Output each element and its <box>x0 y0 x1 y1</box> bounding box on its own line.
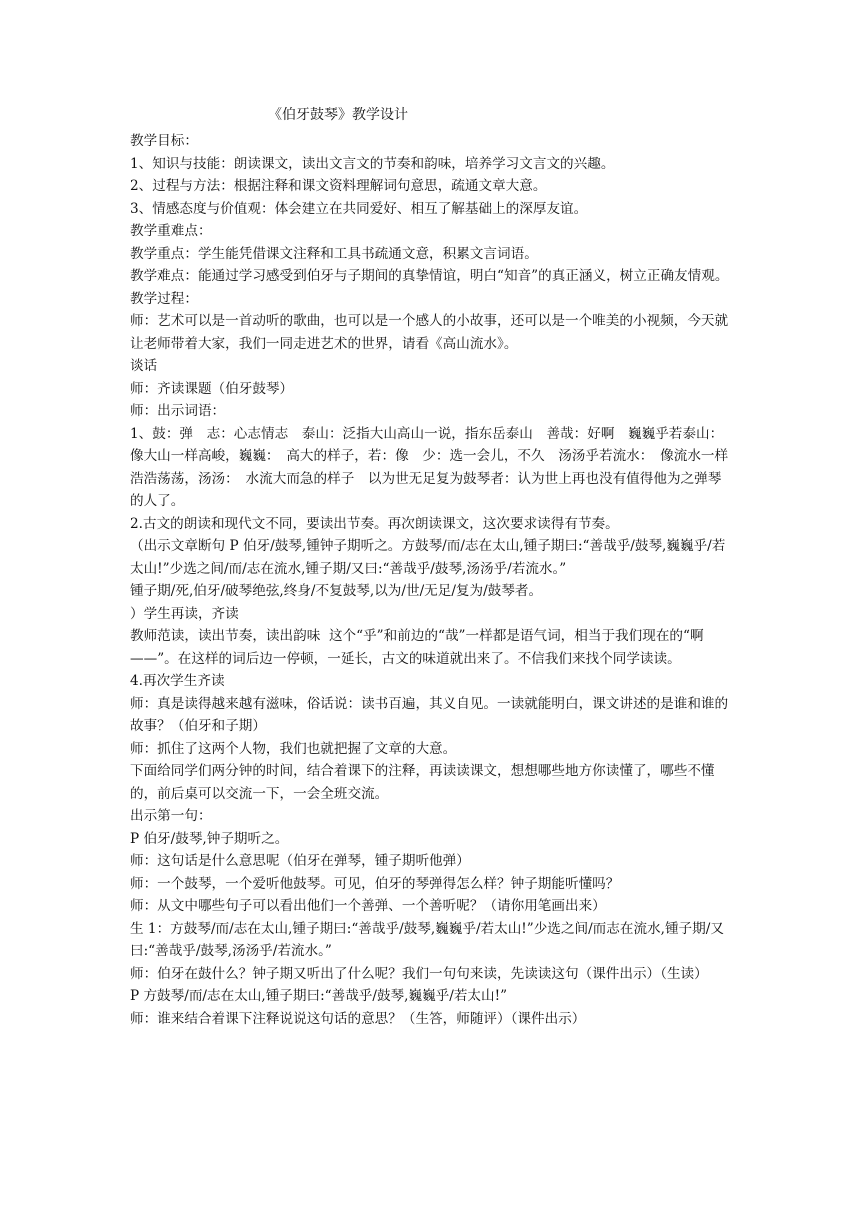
document-title: 《伯牙鼓琴》教学设计 <box>268 107 408 123</box>
paragraph: 2.古文的朗读和现代文不同，要读出节奏。再次朗读课文，这次要求读得有节奏。 <box>130 515 619 532</box>
paragraph: 谈话 <box>130 358 158 374</box>
document-body <box>130 104 730 1030</box>
paragraph: 下面给同学们两分钟的时间，结合着课下的注释，再读读课文，想想哪些地方你读懂了，哪些不懂的，前后桌可以交流一下，一会全班交流。 <box>130 763 715 802</box>
paragraph: 师：真是读得越来越有滋味，俗话说：读书百遍，其义自见。一读就能明白，课文讲述的是谁和谁的故事？（伯牙和子期） <box>130 695 729 734</box>
paragraph: P 伯牙/鼓琴,钟子期听之。 <box>130 830 289 847</box>
paragraph: 3、情感态度与价值观：体会建立在共同爱好、相互了解基础上的深厚友谊。 <box>130 200 588 217</box>
paragraph: 教学重难点： <box>130 223 212 239</box>
paragraph: 出示第一句： <box>130 808 212 824</box>
paragraph: 生 1：方鼓琴/而/志在太山,锺子期曰:“善哉乎/鼓琴,巍巍乎/若太山!”少选之间/而志在流水,锺子期/又曰:“善哉乎/鼓琴,汤汤乎/若流水。” <box>130 920 724 959</box>
paragraph: 师：一个鼓琴，一个爱听他鼓琴。可见，伯牙的琴弹得怎么样？钟子期能听懂吗？ <box>130 875 620 892</box>
paragraph: P 方鼓琴/而/志在太山,锺子期曰:“善哉乎/鼓琴,巍巍乎/若太山!” <box>130 988 508 1004</box>
paragraph: 教学目标： <box>130 133 198 149</box>
paragraph: 师：伯牙在鼓什么？钟子期又听出了什么呢？我们一句句来读，先读读这句（课件出示）（生读） <box>130 965 708 982</box>
paragraph: 师：从文中哪些句子可以看出他们一个善弹、一个善听呢？（请你用笔画出来） <box>130 898 606 914</box>
paragraph: 师：齐读课题（伯牙鼓琴） <box>130 380 294 397</box>
paragraph: 4.再次学生齐读 <box>130 673 225 689</box>
paragraph: 教学过程： <box>130 290 198 307</box>
paragraph: 2、过程与方法：根据注释和课文资料理解词句意思，疏通文章大意。 <box>130 178 547 194</box>
paragraph: 师：出示词语： <box>130 403 226 419</box>
paragraph: 1、鼓：弹 志：心志情志 泰山：泛指大山高山一说，指东岳泰山 善哉：好啊 巍巍乎若泰山：像大山一样高峻，巍巍： 高大的样子，若：像 少：选一会儿，不久 汤汤乎若流水： 像流水一样浩浩荡荡，汤汤： 水流大而急的样子 以为世无足复为鼓琴者：认为世上再也没有值得他为之弹琴的人了。 <box>130 425 729 509</box>
paragraph: 教学重点：学生能凭借课文注释和工具书疏通文意，积累文言词语。 <box>130 245 538 262</box>
paragraph: 师：谁来结合着课下注释说说这句话的意思？（生答，师随评）（课件出示） <box>130 1010 586 1027</box>
paragraph: 1、知识与技能：朗读课文，读出文言文的节奏和韵味，培养学习文言文的兴趣。 <box>130 155 615 172</box>
paragraph: （出示文章断句 P 伯牙/鼓琴,锺钟子期听之。方鼓琴/而/志在太山,锺子期曰:“善哉乎/鼓琴,巍巍乎/若太山!”少选之间/而/志在流水,锺子期/又曰:“善哉乎/鼓琴,汤汤乎/若流水。” <box>130 538 726 577</box>
paragraph: 教学难点：能通过学习感受到伯牙与子期间的真挚情谊，明白“知音”的真正涵义，树立正确友情观。 <box>130 268 729 284</box>
paragraph: 师：这句话是什么意思呢（伯牙在弹琴，锺子期听他弹） <box>130 853 470 869</box>
paragraph: 师：抓住了这两个人物，我们也就把握了文章的大意。 <box>130 740 457 757</box>
paragraph: ）学生再读，齐读 <box>130 605 239 622</box>
paragraph: 教师范读，读出节奏，读出韵味 这个“乎”和前边的“哉”一样都是语气词，相当于我们现在的“啊——”。在这样的词后边一停顿，一延长，古文的味道就出来了。不信我们来找个同学读读。 <box>130 628 704 667</box>
paragraph: 锺子期/死,伯牙/破琴绝弦,终身/不复鼓琴,以为/世/无足/复为/鼓琴者。 <box>130 583 543 599</box>
paragraph: 师：艺术可以是一首动听的歌曲，也可以是一个感人的小故事，还可以是一个唯美的小视频，今天就让老师带着大家，我们一同走进艺术的世界，请看《高山流水》。 <box>130 313 729 352</box>
